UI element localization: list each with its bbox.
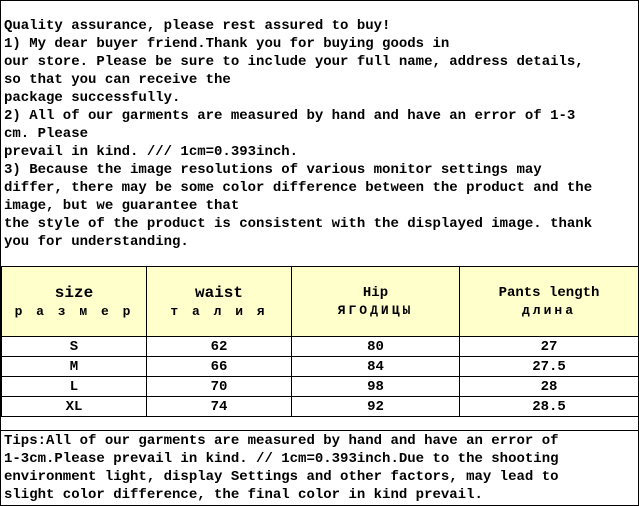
cell-size: L — [2, 377, 147, 397]
intro-line: 3) Because the image resolutions of various monitor settings may — [4, 162, 542, 178]
intro-line: 1) My dear buyer friend.Thank you for buying goods in — [4, 36, 450, 52]
intro-line: Quality assurance, please rest assured to buy! — [4, 18, 391, 34]
intro-line: 2) All of our garments are measured by hand and have an error of 1-3 — [4, 108, 576, 124]
cell-size: XL — [2, 397, 147, 417]
header-ru: ЯГОДИЦЫ — [337, 302, 414, 318]
cell-size: M — [2, 357, 147, 377]
intro-line: the style of the product is consistent with the displayed image. thank — [4, 216, 593, 232]
header-ru: р а з м е р — [14, 303, 134, 319]
intro-line: our store. Please be sure to include your full name, address details, — [4, 54, 584, 70]
header-pants-length — [460, 267, 639, 337]
header-en: Pants length — [498, 284, 600, 301]
cell-size: S — [2, 337, 147, 357]
cell-hip: 92 — [292, 397, 460, 417]
header-hip — [292, 267, 460, 337]
intro-line: prevail in kind. /// 1cm=0.393inch. — [4, 144, 299, 160]
header-size — [2, 267, 147, 337]
header-en: waist — [194, 283, 243, 302]
cell-length: 27.5 — [460, 357, 639, 377]
size-table — [1, 266, 639, 417]
cell-waist: 70 — [147, 377, 292, 397]
intro-line: so that you can receive the — [4, 72, 231, 88]
intro-text — [4, 17, 638, 251]
cell-hip: 98 — [292, 377, 460, 397]
cell-waist: 66 — [147, 357, 292, 377]
header-ru: длина — [521, 302, 576, 318]
intro-line: package successfully. — [4, 90, 181, 106]
intro-line: you for understanding. — [4, 234, 189, 250]
intro-line: cm. Please — [4, 126, 89, 142]
table-row — [2, 357, 639, 377]
table-row — [2, 377, 639, 397]
intro-line: image, but we guarantee that — [4, 198, 240, 214]
table-header-row — [2, 267, 639, 337]
intro-line: differ, there may be some color difference between the product and the — [4, 180, 593, 196]
header-en: size — [54, 283, 94, 302]
table-row — [2, 397, 639, 417]
header-ru: т а л и я — [170, 303, 268, 319]
table-row — [2, 337, 639, 357]
cell-waist: 62 — [147, 337, 292, 357]
cell-hip: 84 — [292, 357, 460, 377]
cell-length: 27 — [460, 337, 639, 357]
cell-length: 28.5 — [460, 397, 639, 417]
cell-waist: 74 — [147, 397, 292, 417]
header-en: Hip — [362, 284, 389, 301]
tips-text: Tips:All of our garments are measured by hand and have an error of 1-3cm.Please prevail in kind. // 1cm=0.393inch.Due to the shooting environment light, display Settings and other factors, may lead to slight color difference, the final color in kind prevail. — [4, 433, 559, 503]
cell-hip: 80 — [292, 337, 460, 357]
divider — [1, 430, 638, 431]
cell-length: 28 — [460, 377, 639, 397]
header-waist — [147, 267, 292, 337]
